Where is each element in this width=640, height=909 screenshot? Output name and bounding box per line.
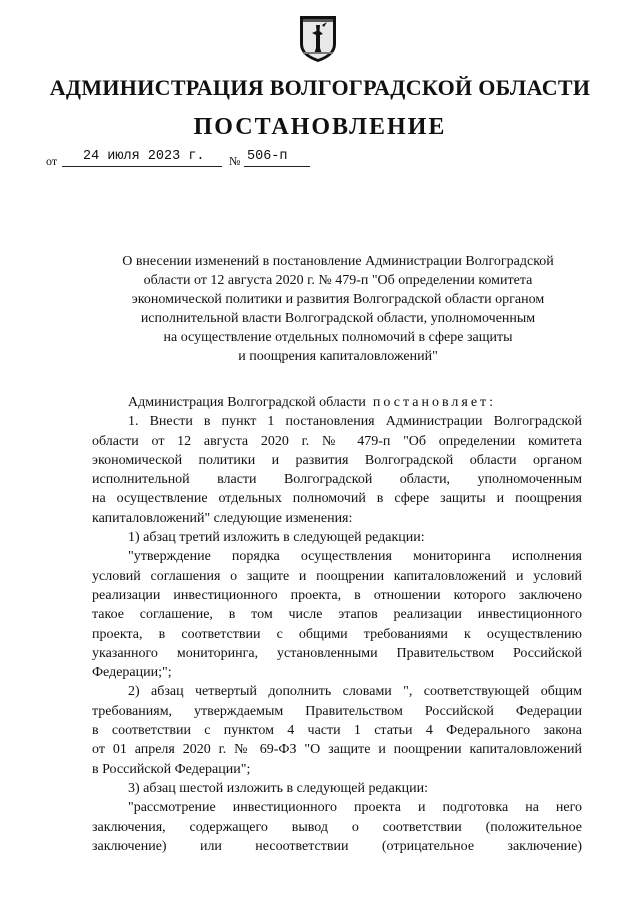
- document-number: 506-п: [247, 149, 288, 164]
- body-line: такое соглашение, в том числе этапов реализации инвестиционного: [92, 607, 582, 623]
- body-line: 3) абзац шестой изложить в следующей редакции:: [128, 780, 428, 796]
- number-prefix: №: [229, 154, 241, 168]
- body-line: "рассмотрение инвестиционного проекта и подготовка на него: [128, 800, 582, 816]
- body-line: 1) абзац третий изложить в следующей редакции:: [128, 530, 425, 546]
- body-line: экономической политики и развития Волгоградской области органом: [92, 452, 582, 468]
- body-line: проекта, в соответствии с общими требованиями к осуществлению: [92, 626, 582, 642]
- body-line: на осуществление отдельных полномочий в сфере защиты и поощрения: [92, 491, 582, 507]
- coat-of-arms-emblem: [296, 14, 340, 64]
- document-subject: [100, 252, 576, 366]
- intro-lead: Администрация Волгоградской области: [128, 395, 366, 410]
- body-line: заключение) или несоответствии (отрицательное заключение): [92, 838, 582, 854]
- body-line: исполнительной власти Волгоградской области, уполномоченным: [92, 472, 582, 488]
- body-line: в соответствии с пунктом 4 части 1 статьи 4 Федерального закона: [92, 723, 582, 739]
- subject-line: на осуществление отдельных полномочий в сфере защиты: [163, 330, 513, 345]
- subject-line: и поощрения капиталовложений": [238, 349, 438, 364]
- body-line: области от 12 августа 2020 г. № 479-п "Об определении комитета: [92, 433, 582, 449]
- document-body: [92, 393, 582, 856]
- body-line: капиталовложений" следующие изменения:: [92, 510, 353, 526]
- body-line: от 01 апреля 2020 г. № 69-ФЗ "О защите и поощрении капиталовложений: [92, 742, 582, 758]
- intro-verb: постановляет:: [372, 395, 497, 410]
- body-line: заключения, содержащего вывод о соответствии (положительное: [92, 819, 582, 835]
- subject-line: О внесении изменений в постановление Администрации Волгоградской: [122, 254, 554, 269]
- number-underline: [244, 166, 310, 167]
- subject-line: области от 12 августа 2020 г. № 479-п "Об определении комитета: [143, 273, 533, 288]
- subject-line: исполнительной власти Волгоградской области, уполномоченным: [140, 311, 536, 326]
- body-line: 2) абзац четвертый дополнить словами ", соответствующей общим: [128, 684, 582, 700]
- date-prefix: от: [46, 154, 58, 168]
- body-line: "утверждение порядка осуществления мониторинга исполнения: [128, 549, 582, 565]
- document-date: 24 июля 2023 г.: [83, 149, 205, 164]
- body-line: Федерации;";: [92, 665, 172, 681]
- subject-line: экономической политики и развития Волгоградской области органом: [131, 292, 545, 307]
- body-line: 1. Внести в пункт 1 постановления Администрации Волгоградской: [128, 414, 582, 430]
- organization-title: АДМИНИСТРАЦИЯ ВОЛГОГРАДСКОЙ ОБЛАСТИ: [49, 75, 591, 100]
- document-type: ПОСТАНОВЛЕНИЕ: [193, 114, 447, 140]
- date-underline: [62, 166, 222, 167]
- intro-line: [92, 393, 582, 412]
- body-line: указанного мониторинга, установленными Правительством Российской: [92, 645, 582, 661]
- body-line: условий соглашения о защите и поощрении капиталовложений и условий: [92, 568, 582, 584]
- body-line: реализации инвестиционного проекта, в отношении которого заключено: [92, 587, 582, 603]
- body-line: в Российской Федерации";: [92, 761, 251, 777]
- body-line: требованиям, утверждаемым Правительством Российской Федерации: [92, 703, 582, 719]
